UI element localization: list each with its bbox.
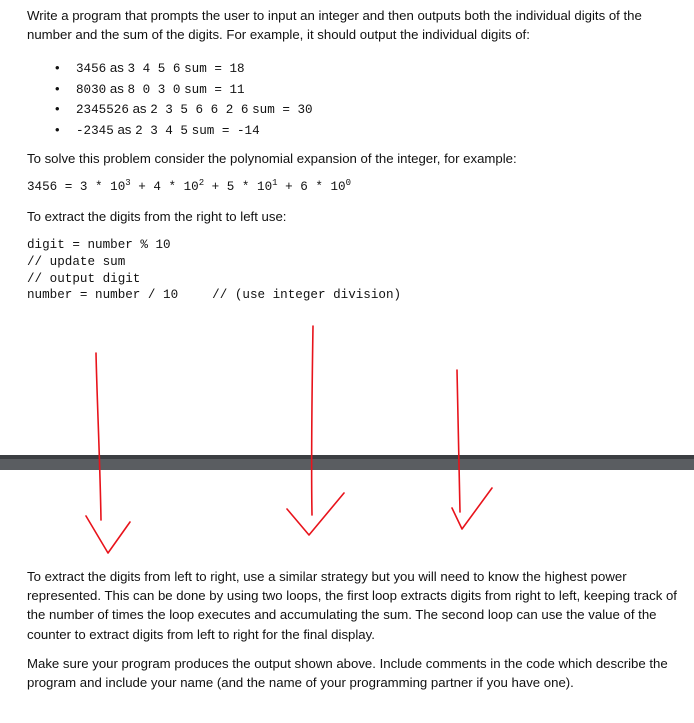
example-as: as bbox=[132, 101, 147, 117]
example-as: as bbox=[117, 122, 132, 138]
example-digits: 3 4 5 6 bbox=[127, 62, 181, 76]
example-sum: sum = -14 bbox=[191, 124, 260, 139]
extract-right-paragraph: To extract the digits from the right to left use: bbox=[27, 209, 287, 224]
examples-list bbox=[55, 58, 555, 141]
example-number: 8030 bbox=[76, 82, 107, 97]
code-line: // update sum bbox=[27, 254, 126, 269]
example-digits: 2 3 4 5 bbox=[135, 124, 188, 139]
example-item bbox=[55, 79, 555, 100]
example-sum: sum = 11 bbox=[184, 82, 245, 97]
code-comment: // (use integer division) bbox=[212, 288, 402, 303]
bullet-icon: • bbox=[55, 122, 60, 138]
formula-lhs: 3456 = bbox=[27, 180, 80, 194]
intro-paragraph: Write a program that prompts the user to input an integer and then outputs both the individual digits of the number and the sum of the digits. For example, it should output the individual digits of: bbox=[27, 8, 642, 42]
example-as: as bbox=[109, 80, 124, 96]
example-item bbox=[55, 120, 555, 141]
formula-exponent: 3 bbox=[125, 177, 131, 188]
example-sum: sum = 30 bbox=[252, 103, 313, 118]
code-line bbox=[27, 287, 401, 304]
page-divider bbox=[0, 455, 694, 470]
solve-paragraph: To solve this problem consider the polynomial expansion of the integer, for example: bbox=[27, 151, 517, 166]
formula-term: 3 * 10 bbox=[79, 180, 126, 194]
formula-exponent: 1 bbox=[272, 177, 278, 188]
bullet-icon: • bbox=[55, 101, 60, 117]
code-statement: number = number / 10 bbox=[27, 288, 179, 303]
example-digits: 2 3 5 6 6 2 6 bbox=[150, 103, 249, 118]
extract-left-paragraph: To extract the digits from left to right, use a similar strategy but you will need to know the highest power represented. This can be done by using two loops, the first loop extracts digits from right to left, keeping track of the number of times the loop executes and accumulating the sum. The second loop can use the value of the counter to extract digits from left to right for the final display. bbox=[27, 569, 677, 642]
formula-term: + 5 * 10 bbox=[204, 180, 273, 194]
code-block bbox=[27, 237, 401, 304]
make-sure-paragraph: Make sure your program produces the output shown above. Include comments in the code which describe the program and include your name (and the name of your programming partner if you have one). bbox=[27, 656, 668, 691]
example-as: as bbox=[109, 60, 124, 75]
formula-term: + 6 * 10 bbox=[277, 180, 346, 194]
example-item bbox=[55, 99, 555, 120]
bullet-icon: • bbox=[55, 80, 60, 96]
bullet-icon: • bbox=[55, 60, 60, 75]
example-number: 3456 bbox=[76, 62, 107, 76]
example-number: -2345 bbox=[76, 124, 114, 139]
example-sum: sum = 18 bbox=[184, 62, 245, 76]
formula-term: + 4 * 10 bbox=[130, 180, 199, 194]
example-digits: 8 0 3 0 bbox=[127, 82, 181, 97]
formula-exponent: 0 bbox=[345, 177, 351, 188]
code-line: digit = number % 10 bbox=[27, 238, 171, 252]
example-item bbox=[55, 58, 555, 79]
code-line: // output digit bbox=[27, 271, 141, 286]
example-number: 2345526 bbox=[76, 103, 129, 118]
polynomial-formula bbox=[27, 178, 351, 196]
formula-exponent: 2 bbox=[198, 177, 205, 188]
